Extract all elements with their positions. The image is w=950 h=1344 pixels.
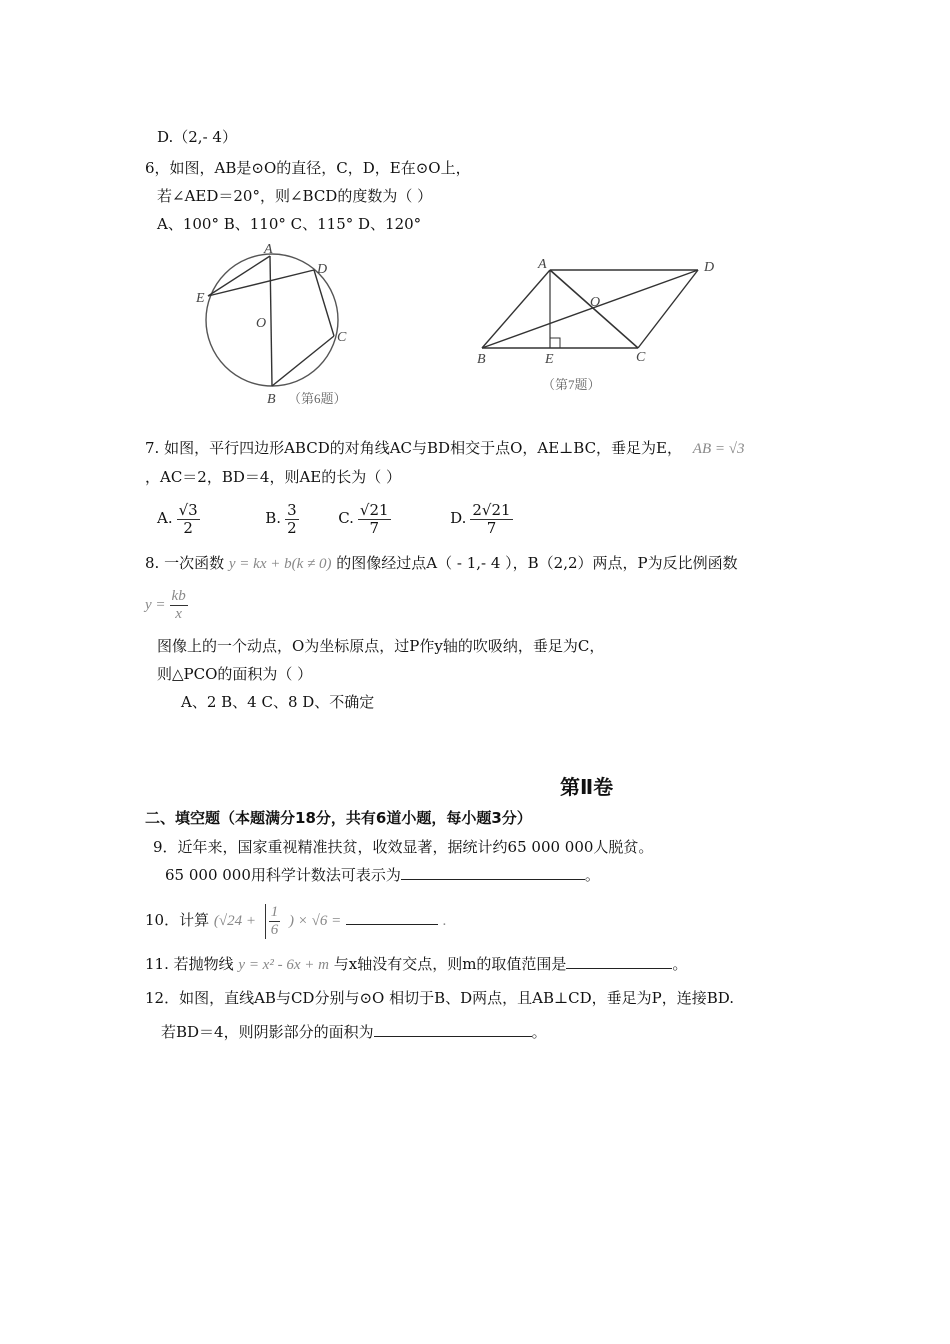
q6-stem-line2: 若∠AED＝20°，则∠BCD的度数为（ ） (157, 187, 433, 205)
q7-label-o: O (590, 295, 601, 310)
q7-option-b: B. $\frac{3}{2}$ (265, 500, 297, 537)
q10-stem: 10．计算 (√24 + $\frac{1}{6}$ ) × √6 = . (145, 903, 447, 938)
q12-answer-blank (374, 1022, 532, 1037)
q6-label-b: B (267, 392, 276, 407)
q6-caption: （第6题） (288, 391, 347, 406)
q7-label-d: D (704, 260, 715, 275)
q5-option-d: D.（2,- 4） (157, 128, 237, 146)
q6-segment-ea (208, 256, 270, 296)
q8-linear-function: y = kx + b(k ≠ 0) (228, 556, 332, 572)
q7-caption: （第7题） (542, 377, 601, 392)
q10-answer-blank (346, 910, 438, 925)
q12-stem-line2: 若BD＝4，则阴影部分的面积为 。 (161, 1023, 547, 1041)
q8-inverse-function: y = $\frac{kb}{x}$ (145, 587, 186, 622)
q7-stem-line2: ，AC＝2，BD＝4，则AE的长为（ ） (145, 468, 401, 486)
q7-side-dc (638, 270, 698, 348)
q6-label-e: E (196, 291, 205, 306)
q8-stem-line2: 图像上的一个动点，O为坐标原点，过P作y轴的吹吸纳，垂足为C， (157, 637, 605, 655)
q9-answer-blank (401, 865, 585, 880)
part2-title: 第Ⅱ卷 (560, 775, 614, 799)
q7-option-a: A. $\frac{√3}{2}$ (157, 500, 198, 537)
q9-stem-line1: 9．近年来，国家重视精准扶贫，收效显著，据统计约65 000 000人脱贫。 (153, 838, 654, 856)
q6-stem-line1: 6，如图，AB是⊙O的直径，C，D，E在⊙O上， (145, 159, 471, 177)
section2-heading: 二、填空题（本题满分18分，共有6道小题，每小题3分） (145, 809, 532, 827)
q9-stem-line2: 65 000 000用科学计数法可表示为 。 (165, 866, 600, 884)
q6-diameter-ab (270, 256, 272, 386)
q6-options: A、100° B、110° C、115° D、120° (157, 215, 422, 233)
q6-label-a: A (264, 242, 273, 257)
q8-options: A、2 B、4 C、8 D、不确定 (181, 693, 375, 711)
q7-option-d: D. $\frac{2√21}{7}$ (450, 500, 511, 537)
q7-stem-line1 (145, 438, 744, 459)
q7-label-c: C (636, 350, 646, 365)
q8-stem-line3: 则△PCO的面积为（ ） (157, 665, 313, 683)
q7-label-e: E (545, 352, 554, 367)
q6-label-c: C (337, 330, 347, 345)
q7-options (157, 498, 517, 538)
q7-figure (470, 250, 730, 400)
q7-label-b: B (477, 352, 486, 367)
q11-stem: 11. 若抛物线 y = x² - 6x + m 与x轴没有交点，则m的取值范围是 。 (145, 955, 688, 973)
q7-right-angle-mark (550, 338, 560, 348)
q6-label-o: O (256, 316, 267, 331)
q7-label-a: A (538, 257, 547, 272)
q12-stem-line1: 12．如图，直线AB与CD分别与⊙O 相切于B、D两点，且AB⊥CD，垂足为P，连接BD. (145, 989, 734, 1007)
q7-ab-expression: AB = √3 (692, 441, 745, 457)
q7-stem-text: 7. 如图，平行四边形ABCD的对角线AC与BD相交于点O，AE⊥BC，垂足为E， (145, 439, 682, 457)
q7-option-c: C. $\frac{√21}{7}$ (338, 500, 389, 537)
q11-parabola: y = x² - 6x + m (238, 957, 329, 973)
q6-label-d: D (317, 262, 328, 277)
q11-answer-blank (566, 954, 672, 969)
q8-stem-line1: 8. 一次函数 y = kx + b(k ≠ 0) 的图像经过点A（ - 1,- 4 ），B（2,2）两点，P为反比例函数 (145, 554, 738, 572)
q6-figure (190, 240, 380, 415)
